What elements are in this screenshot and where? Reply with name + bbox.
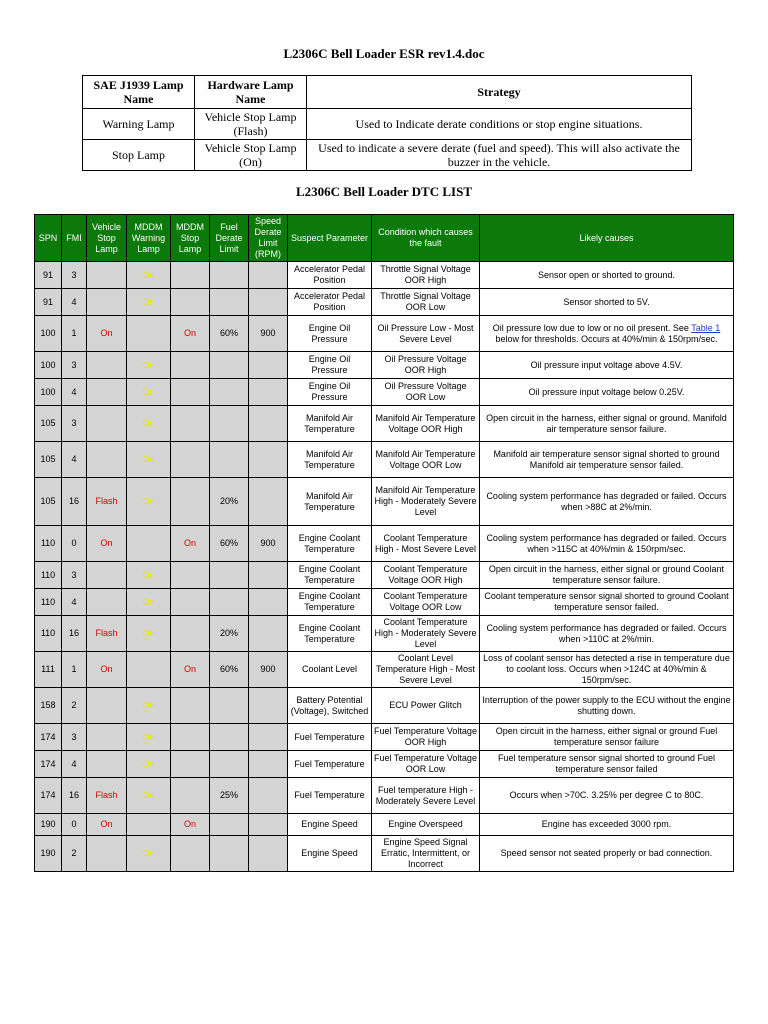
dtc-row [35, 778, 734, 814]
dtc-suspect-parameter: Engine Oil Pressure [288, 352, 372, 379]
dtc-row [35, 724, 734, 751]
dtc-vehicle-stop-lamp [87, 406, 127, 442]
dtc-list-title: L2306C Bell Loader DTC LIST [295, 184, 472, 199]
dtc-condition: Fuel temperature High - Moderately Severe Level [372, 778, 480, 814]
dtc-condition: Throttle Signal Voltage OOR High [372, 262, 480, 289]
dtc-likely-cause: Oil pressure input voltage below 0.25V. [480, 379, 734, 406]
lamp-hardware-name: Vehicle Stop Lamp (On) [195, 140, 307, 171]
dtc-mddm-warning-lamp: On [127, 562, 171, 589]
dtc-mddm-stop-lamp [171, 352, 210, 379]
dtc-vehicle-stop-lamp: On [87, 814, 127, 836]
dtc-header-vehicle-stop-lamp: Vehicle Stop Lamp [87, 215, 127, 262]
dtc-likely-cause [480, 316, 734, 352]
dtc-fuel-derate: 60% [210, 526, 249, 562]
dtc-mddm-stop-lamp [171, 262, 210, 289]
dtc-spn: 111 [35, 652, 62, 688]
dtc-fuel-derate: 60% [210, 316, 249, 352]
dtc-mddm-warning-lamp: On [127, 751, 171, 778]
table-1-link[interactable]: Table 1 [691, 322, 721, 333]
dtc-fmi: 3 [62, 262, 87, 289]
dtc-condition: Fuel Temperature Voltage OOR Low [372, 751, 480, 778]
dtc-suspect-parameter: Manifold Air Temperature [288, 442, 372, 478]
dtc-mddm-stop-lamp [171, 442, 210, 478]
dtc-row [35, 589, 734, 616]
dtc-speed-derate [249, 352, 288, 379]
dtc-mddm-warning-lamp [127, 814, 171, 836]
dtc-mddm-stop-lamp: On [171, 814, 210, 836]
dtc-row [35, 616, 734, 652]
dtc-mddm-stop-lamp [171, 616, 210, 652]
dtc-fmi: 1 [62, 652, 87, 688]
dtc-fmi: 16 [62, 778, 87, 814]
dtc-speed-derate [249, 836, 288, 872]
dtc-condition: Fuel Temperature Voltage OOR High [372, 724, 480, 751]
lamp-table-row [83, 109, 692, 140]
dtc-condition: Engine Speed Signal Erratic, Intermittent, or Incorrect [372, 836, 480, 872]
dtc-spn: 190 [35, 814, 62, 836]
dtc-spn: 190 [35, 836, 62, 872]
dtc-fmi: 4 [62, 751, 87, 778]
dtc-vehicle-stop-lamp: Flash [87, 616, 127, 652]
dtc-mddm-stop-lamp: On [171, 652, 210, 688]
dtc-fmi: 3 [62, 352, 87, 379]
dtc-condition: Oil Pressure Low - Most Severe Level [372, 316, 480, 352]
dtc-condition: Manifold Air Temperature High - Moderately Severe Level [372, 478, 480, 526]
dtc-vehicle-stop-lamp [87, 352, 127, 379]
dtc-likely-cause: Speed sensor not seated properly or bad connection. [480, 836, 734, 872]
dtc-speed-derate: 900 [249, 526, 288, 562]
lamp-table-row [83, 140, 692, 171]
dtc-mddm-stop-lamp [171, 836, 210, 872]
lamp-header-hardware: Hardware Lamp Name [195, 76, 307, 109]
dtc-vehicle-stop-lamp [87, 751, 127, 778]
dtc-condition: Coolant Level Temperature High - Most Severe Level [372, 652, 480, 688]
dtc-mddm-warning-lamp: On [127, 478, 171, 526]
dtc-header-mddm-stop-lamp: MDDM Stop Lamp [171, 215, 210, 262]
dtc-suspect-parameter: Engine Speed [288, 814, 372, 836]
dtc-fmi: 3 [62, 562, 87, 589]
dtc-condition: Manifold Air Temperature Voltage OOR Low [372, 442, 480, 478]
dtc-fmi: 4 [62, 589, 87, 616]
dtc-header-spn: SPN [35, 215, 62, 262]
dtc-suspect-parameter: Accelerator Pedal Position [288, 262, 372, 289]
dtc-spn: 91 [35, 289, 62, 316]
dtc-mddm-stop-lamp [171, 778, 210, 814]
document-title: L2306C Bell Loader ESR rev1.4.doc [283, 46, 485, 61]
lamp-table-header-row [83, 76, 692, 109]
dtc-spn: 100 [35, 316, 62, 352]
lamp-hardware-name: Vehicle Stop Lamp (Flash) [195, 109, 307, 140]
dtc-table [34, 214, 734, 872]
dtc-fmi: 4 [62, 379, 87, 406]
dtc-vehicle-stop-lamp [87, 724, 127, 751]
dtc-mddm-warning-lamp: On [127, 352, 171, 379]
dtc-mddm-stop-lamp [171, 751, 210, 778]
dtc-speed-derate [249, 778, 288, 814]
dtc-condition: Engine Overspeed [372, 814, 480, 836]
dtc-vehicle-stop-lamp [87, 589, 127, 616]
dtc-mddm-warning-lamp: On [127, 289, 171, 316]
dtc-spn: 174 [35, 751, 62, 778]
dtc-fmi: 0 [62, 526, 87, 562]
dtc-row [35, 652, 734, 688]
dtc-spn: 110 [35, 589, 62, 616]
dtc-spn: 100 [35, 379, 62, 406]
dtc-suspect-parameter: Engine Coolant Temperature [288, 562, 372, 589]
dtc-vehicle-stop-lamp [87, 289, 127, 316]
dtc-vehicle-stop-lamp: Flash [87, 778, 127, 814]
dtc-condition: Throttle Signal Voltage OOR Low [372, 289, 480, 316]
dtc-likely-cause: Engine has exceeded 3000 rpm. [480, 814, 734, 836]
dtc-mddm-stop-lamp [171, 379, 210, 406]
dtc-header-likely-causes: Likely causes [480, 215, 734, 262]
dtc-mddm-stop-lamp [171, 688, 210, 724]
dtc-mddm-stop-lamp [171, 478, 210, 526]
lamp-header-sae: SAE J1939 Lamp Name [83, 76, 195, 109]
dtc-mddm-stop-lamp: On [171, 316, 210, 352]
dtc-speed-derate [249, 814, 288, 836]
dtc-spn: 105 [35, 406, 62, 442]
dtc-header-row [35, 215, 734, 262]
dtc-suspect-parameter: Manifold Air Temperature [288, 478, 372, 526]
dtc-condition: Coolant Temperature Voltage OOR High [372, 562, 480, 589]
dtc-suspect-parameter: Fuel Temperature [288, 724, 372, 751]
dtc-spn: 110 [35, 526, 62, 562]
dtc-likely-cause: Loss of coolant sensor has detected a rise in temperature due to coolant loss. Occurs when >124C at 40%/min & 150rpm/sec. [480, 652, 734, 688]
dtc-fuel-derate [210, 589, 249, 616]
dtc-fmi: 3 [62, 724, 87, 751]
dtc-mddm-warning-lamp [127, 316, 171, 352]
dtc-spn: 110 [35, 616, 62, 652]
dtc-table-body [35, 262, 734, 872]
dtc-likely-cause: Sensor open or shorted to ground. [480, 262, 734, 289]
dtc-fuel-derate: 25% [210, 778, 249, 814]
dtc-vehicle-stop-lamp: On [87, 316, 127, 352]
dtc-suspect-parameter: Fuel Temperature [288, 778, 372, 814]
dtc-spn: 105 [35, 442, 62, 478]
dtc-mddm-stop-lamp: On [171, 526, 210, 562]
dtc-spn: 158 [35, 688, 62, 724]
dtc-header-fmi: FMI [62, 215, 87, 262]
dtc-fmi: 1 [62, 316, 87, 352]
dtc-vehicle-stop-lamp: On [87, 652, 127, 688]
dtc-fmi: 0 [62, 814, 87, 836]
dtc-likely-cause: Cooling system performance has degraded or failed. Occurs when >115C at 40%/min & 150rpm/sec. [480, 526, 734, 562]
dtc-vehicle-stop-lamp [87, 688, 127, 724]
dtc-condition: Oil Pressure Voltage OOR High [372, 352, 480, 379]
dtc-condition: Coolant Temperature High - Moderately Severe Level [372, 616, 480, 652]
dtc-speed-derate [249, 406, 288, 442]
dtc-spn: 174 [35, 724, 62, 751]
dtc-mddm-warning-lamp: On [127, 836, 171, 872]
dtc-header-condition: Condition which causes the fault [372, 215, 480, 262]
dtc-condition: Manifold Air Temperature Voltage OOR High [372, 406, 480, 442]
dtc-mddm-stop-lamp [171, 289, 210, 316]
dtc-speed-derate [249, 289, 288, 316]
dtc-mddm-warning-lamp: On [127, 379, 171, 406]
dtc-vehicle-stop-lamp [87, 836, 127, 872]
dtc-row [35, 406, 734, 442]
dtc-header-fuel-derate: Fuel Derate Limit [210, 215, 249, 262]
cause-text: below for thresholds. Occurs at 40%/min & 150rpm/sec. [495, 333, 718, 344]
dtc-fmi: 4 [62, 442, 87, 478]
dtc-spn: 100 [35, 352, 62, 379]
dtc-mddm-stop-lamp [171, 589, 210, 616]
dtc-fmi: 16 [62, 478, 87, 526]
dtc-suspect-parameter: Engine Coolant Temperature [288, 526, 372, 562]
dtc-suspect-parameter: Coolant Level [288, 652, 372, 688]
dtc-fuel-derate [210, 262, 249, 289]
dtc-spn: 174 [35, 778, 62, 814]
dtc-spn: 105 [35, 478, 62, 526]
dtc-speed-derate: 900 [249, 316, 288, 352]
dtc-speed-derate [249, 442, 288, 478]
dtc-mddm-warning-lamp [127, 526, 171, 562]
dtc-fuel-derate [210, 836, 249, 872]
dtc-header-suspect-parameter: Suspect Parameter [288, 215, 372, 262]
dtc-mddm-stop-lamp [171, 724, 210, 751]
dtc-mddm-warning-lamp [127, 652, 171, 688]
dtc-suspect-parameter: Manifold Air Temperature [288, 406, 372, 442]
dtc-mddm-warning-lamp: On [127, 778, 171, 814]
dtc-speed-derate [249, 589, 288, 616]
dtc-suspect-parameter: Accelerator Pedal Position [288, 289, 372, 316]
dtc-fuel-derate [210, 814, 249, 836]
dtc-mddm-stop-lamp [171, 406, 210, 442]
dtc-condition: Coolant Temperature High - Most Severe Level [372, 526, 480, 562]
dtc-likely-cause: Coolant temperature sensor signal shorted to ground Coolant temperature sensor failed. [480, 589, 734, 616]
dtc-spn: 91 [35, 262, 62, 289]
dtc-row [35, 688, 734, 724]
dtc-speed-derate [249, 478, 288, 526]
dtc-row [35, 289, 734, 316]
dtc-row [35, 262, 734, 289]
dtc-fmi: 2 [62, 688, 87, 724]
dtc-condition: Coolant Temperature Voltage OOR Low [372, 589, 480, 616]
cause-text: Oil pressure low due to low or no oil present. See [492, 322, 692, 333]
dtc-speed-derate [249, 751, 288, 778]
dtc-speed-derate [249, 379, 288, 406]
dtc-mddm-warning-lamp: On [127, 616, 171, 652]
dtc-fuel-derate [210, 751, 249, 778]
dtc-suspect-parameter: Engine Oil Pressure [288, 316, 372, 352]
dtc-speed-derate [249, 616, 288, 652]
dtc-speed-derate [249, 562, 288, 589]
dtc-likely-cause: Sensor shorted to 5V. [480, 289, 734, 316]
dtc-fuel-derate: 20% [210, 616, 249, 652]
dtc-likely-cause: Open circuit in the harness, either signal or ground Fuel temperature sensor failure [480, 724, 734, 751]
dtc-condition: ECU Power Glitch [372, 688, 480, 724]
dtc-speed-derate [249, 688, 288, 724]
dtc-row [35, 751, 734, 778]
dtc-row [35, 814, 734, 836]
dtc-row [35, 352, 734, 379]
dtc-mddm-warning-lamp: On [127, 724, 171, 751]
dtc-mddm-warning-lamp: On [127, 589, 171, 616]
dtc-likely-cause: Open circuit in the harness, either signal or ground. Manifold air temperature sensor failure. [480, 406, 734, 442]
dtc-fmi: 16 [62, 616, 87, 652]
lamp-sae-name: Warning Lamp [83, 109, 195, 140]
dtc-suspect-parameter: Engine Coolant Temperature [288, 589, 372, 616]
dtc-fuel-derate [210, 406, 249, 442]
dtc-header-speed-derate: Speed Derate Limit (RPM) [249, 215, 288, 262]
dtc-mddm-warning-lamp: On [127, 688, 171, 724]
dtc-fuel-derate [210, 688, 249, 724]
dtc-vehicle-stop-lamp [87, 562, 127, 589]
dtc-fmi: 3 [62, 406, 87, 442]
dtc-row [35, 379, 734, 406]
dtc-suspect-parameter: Engine Coolant Temperature [288, 616, 372, 652]
lamp-strategy-table [82, 75, 692, 171]
dtc-speed-derate [249, 724, 288, 751]
dtc-vehicle-stop-lamp [87, 379, 127, 406]
dtc-fmi: 4 [62, 289, 87, 316]
dtc-fuel-derate [210, 289, 249, 316]
dtc-row [35, 316, 734, 352]
dtc-fuel-derate [210, 379, 249, 406]
dtc-fuel-derate [210, 724, 249, 751]
dtc-vehicle-stop-lamp [87, 262, 127, 289]
dtc-spn: 110 [35, 562, 62, 589]
lamp-strategy: Used to Indicate derate conditions or stop engine situations. [307, 109, 692, 140]
dtc-header-mddm-warning-lamp: MDDM Warning Lamp [127, 215, 171, 262]
dtc-fuel-derate: 20% [210, 478, 249, 526]
dtc-row [35, 526, 734, 562]
dtc-vehicle-stop-lamp: On [87, 526, 127, 562]
dtc-mddm-warning-lamp: On [127, 406, 171, 442]
dtc-suspect-parameter: Engine Oil Pressure [288, 379, 372, 406]
dtc-speed-derate: 900 [249, 652, 288, 688]
dtc-likely-cause: Cooling system performance has degraded or failed. Occurs when >88C at 2%/min. [480, 478, 734, 526]
dtc-speed-derate [249, 262, 288, 289]
dtc-mddm-warning-lamp: On [127, 262, 171, 289]
dtc-vehicle-stop-lamp [87, 442, 127, 478]
dtc-fuel-derate [210, 352, 249, 379]
dtc-suspect-parameter: Battery Potential (Voltage), Switched [288, 688, 372, 724]
lamp-header-strategy: Strategy [307, 76, 692, 109]
dtc-row [35, 836, 734, 872]
dtc-mddm-stop-lamp [171, 562, 210, 589]
dtc-fuel-derate [210, 442, 249, 478]
dtc-likely-cause: Fuel temperature sensor signal shorted to ground Fuel temperature sensor failed [480, 751, 734, 778]
dtc-row [35, 478, 734, 526]
dtc-condition: Oil Pressure Voltage OOR Low [372, 379, 480, 406]
dtc-suspect-parameter: Fuel Temperature [288, 751, 372, 778]
lamp-sae-name: Stop Lamp [83, 140, 195, 171]
dtc-fmi: 2 [62, 836, 87, 872]
dtc-likely-cause: Occurs when >70C. 3.25% per degree C to 80C. [480, 778, 734, 814]
dtc-fuel-derate: 60% [210, 652, 249, 688]
dtc-row [35, 442, 734, 478]
dtc-likely-cause: Cooling system performance has degraded or failed. Occurs when >110C at 2%/min. [480, 616, 734, 652]
dtc-likely-cause: Oil pressure input voltage above 4.5V. [480, 352, 734, 379]
dtc-likely-cause: Manifold air temperature sensor signal shorted to ground Manifold air temperature sensor failed. [480, 442, 734, 478]
dtc-suspect-parameter: Engine Speed [288, 836, 372, 872]
dtc-likely-cause: Interruption of the power supply to the ECU without the engine shutting down. [480, 688, 734, 724]
dtc-mddm-warning-lamp: On [127, 442, 171, 478]
dtc-fuel-derate [210, 562, 249, 589]
lamp-strategy: Used to indicate a severe derate (fuel and speed). This will also activate the buzzer in the vehicle. [307, 140, 692, 171]
dtc-likely-cause: Open circuit in the harness, either signal or ground Coolant temperature sensor failure. [480, 562, 734, 589]
dtc-row [35, 562, 734, 589]
dtc-vehicle-stop-lamp: Flash [87, 478, 127, 526]
